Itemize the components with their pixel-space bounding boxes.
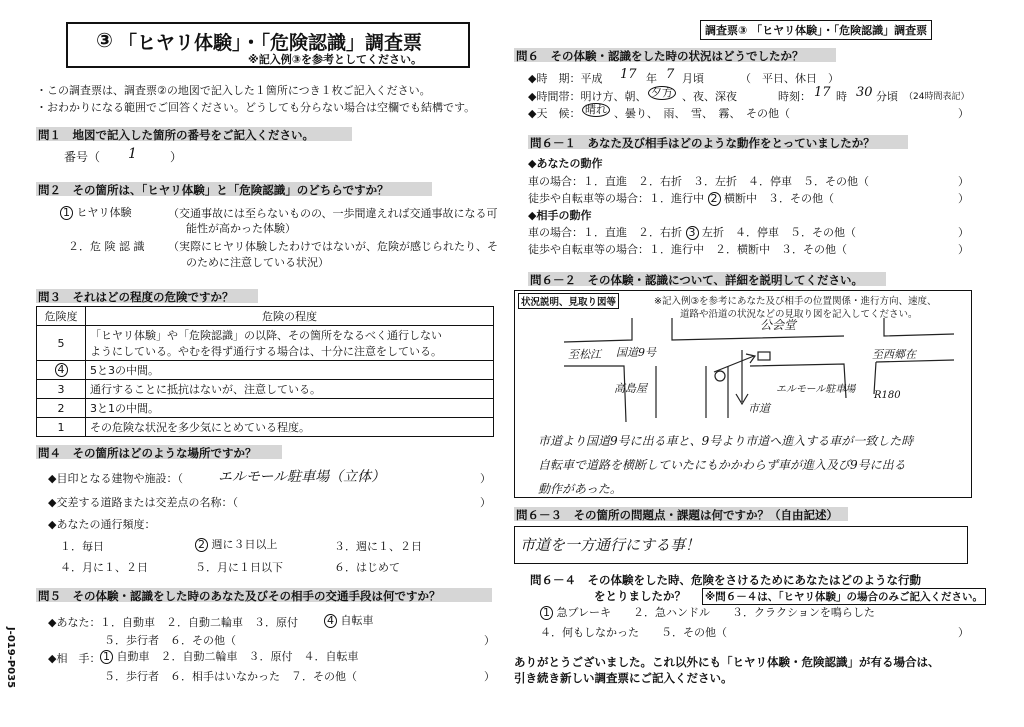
sketch-desc-1: 市道より国道9号に出る車と、9号より市道へ進入する車が一致した時 — [538, 434, 914, 448]
degree-cell: 5と3の中間。 — [86, 361, 494, 380]
q6-4-title-a: 問６－４ その体験をした時、危険をさけるためにあなたはどのような行動 — [530, 573, 921, 587]
q4-road-close: ） — [480, 496, 491, 509]
q6-minute-unit: 分頃 — [876, 90, 898, 103]
q2-opt1-label: ヒヤリ体験 — [76, 206, 132, 219]
level-cell — [37, 361, 86, 380]
map-label-city-road: 市道 — [748, 402, 770, 415]
q6-1-you-ped-a: 徒歩や自転車等の場合：１．進行中 — [528, 192, 704, 205]
q6-3-title: 問６－３ その箇所の問題点・課題は何ですか？（自由記述） — [516, 508, 838, 522]
q1-title: 問１ 地図で記入した箇所の番号をご記入ください。 — [38, 128, 314, 142]
q2-opt1-desc-a: （交通事故には至らないものの、一歩間違えれば交通事故になる可 — [168, 207, 498, 220]
q6-1-you-ped-close: ） — [958, 192, 969, 205]
q1-value: 1 — [128, 146, 137, 162]
q6-1-other-car-close: ） — [958, 226, 969, 239]
q4-road-label: ◆交差する道路または交差点の名称：（ — [48, 496, 238, 509]
q5-you-circle: 4 — [324, 614, 337, 628]
q5-you-label: ◆あなた： — [48, 616, 101, 629]
period-evening-circle: 夕方 — [648, 86, 676, 100]
q6-1-other-head: ◆相手の動作 — [528, 209, 592, 222]
q2-opt2-desc-a: （実際にヒヤリ体験したわけではないが、危険が感じられたり、そ — [168, 240, 498, 253]
table-row — [37, 380, 494, 399]
intro-line-1: ・この調査票は、調査票②の地図で記入した１箇所につき１枚ご記入ください。 — [36, 84, 431, 97]
q6-4-line1 — [540, 604, 875, 620]
footer-line-2: 引き続き新しい調査票にご記入ください。 — [514, 671, 733, 685]
freq-option-2 — [195, 536, 278, 552]
table-head-degree: 危険の程度 — [86, 307, 494, 326]
q6-period-label: ◆時間帯：明け方、朝、 — [528, 90, 647, 103]
q6-1-you-ped-circle: 2 — [708, 192, 721, 206]
q5-you-circle-label: 自転車 — [340, 614, 374, 627]
q1-label: 番号（ — [64, 150, 101, 164]
level-4-circled: 4 — [55, 363, 68, 377]
q6-weather-close: ） — [958, 107, 969, 120]
q5-other-line1 — [100, 648, 359, 664]
map-label-public-hall: 公会堂 — [760, 318, 797, 332]
q6-time-label: ◆時 期：平成 — [528, 72, 603, 85]
q2-title: 問２ その箇所は、「ヒヤリ体験」と「危険認識」のどちらですか？ — [38, 183, 389, 197]
table-row — [37, 399, 494, 418]
q5-you-line2: ５．歩行者 ６．その他（ — [104, 634, 236, 647]
q6-hour-unit: 時 — [836, 90, 847, 103]
q6-title: 問６ その体験・認識をした時の状況はどうでしたか？ — [516, 49, 804, 63]
q6-1-you-car-close: ） — [958, 175, 969, 188]
table-row — [37, 418, 494, 437]
sketch-box-label: 状況説明、見取り図等 — [518, 293, 619, 309]
q6-clock-note: （24時間表記） — [904, 92, 970, 102]
q6-month-suffix: 月頃 — [682, 72, 704, 85]
q6-weekday: （ 平日、休日 ） — [740, 72, 839, 85]
sketch-hint-b: 道路や沿道の状況などの見取り図を記入してください。 — [680, 309, 918, 320]
level-cell: 3 — [37, 380, 86, 399]
map-label-saigo: 至西郷在 — [872, 348, 916, 361]
freq-option-6: ６．はじめて — [334, 561, 400, 574]
degree-text-b: ようにしている。やむを得ず通行する場合は、十分に注意をしている。 — [90, 345, 442, 358]
q6-1-you-car: 車の場合：１．直進 ２．右折 ３．左折 ４．停車 ５．その他（ — [528, 175, 869, 188]
map-road-line — [672, 318, 844, 340]
map-arrow — [736, 350, 748, 404]
q5-other-line2: ５．歩行者 ６．相手はいなかった ７．その他（ — [104, 670, 357, 683]
map-label-r180: R180 — [874, 390, 901, 401]
q6-1-you-ped-b: 横断中 ３．その他（ — [724, 192, 834, 205]
q5-title: 問５ その体験・認識をした時のあなた及びその相手の交通手段は何ですか？ — [38, 589, 441, 603]
level-cell: 1 — [37, 418, 86, 437]
page-title: 「ヒヤリ体験」・「危険認識」調査票 — [118, 32, 423, 54]
map-label-matsue: 至松江 — [568, 348, 601, 361]
freq-option-5: ５．月に１日以下 — [195, 561, 283, 574]
q6-4-line1-text: 急ブレーキ ２．急ハンドル ３．クラクションを鳴らした — [556, 606, 875, 619]
q2-option-1 — [60, 204, 132, 220]
freq-2-circle: 2 — [195, 538, 208, 552]
map-bicycle-marker — [715, 371, 725, 381]
weather-sunny-circle: 晴れ — [582, 103, 610, 117]
q6-1-title: 問６－１ あなた及び相手はどのような動作をとっていましたか？ — [530, 136, 875, 150]
map-label-takashimaya: 高島屋 — [614, 382, 647, 395]
title-number: ③ — [96, 28, 113, 52]
q2-opt1-desc-b: 能性が高かった体験） — [186, 222, 296, 235]
q6-2-title: 問６－２ その体験・認識について、詳細を説明してください。 — [530, 273, 864, 287]
side-code: J-019-P035 — [5, 626, 17, 689]
freq-2-label: 週に３日以上 — [211, 538, 278, 551]
freq-option-4: ４．月に１、２日 — [60, 561, 148, 574]
q6-1-other-ped: 徒歩や自転車等の場合：１．進行中 ２．横断中 ３．その他（ — [528, 243, 847, 256]
table-head-level: 危険度 — [37, 307, 86, 326]
q5-you-close: ） — [484, 634, 495, 647]
q6-year-suffix: 年 — [646, 72, 657, 85]
level-cell: 2 — [37, 399, 86, 418]
q6-hour: 17 — [814, 85, 831, 100]
table-row — [37, 326, 494, 361]
q6-1-other-ped-close: ） — [958, 243, 969, 256]
degree-text-a: 「ヒヤリ体験」や「危険認識」の以降、その箇所をなるべく通行しない — [90, 329, 442, 342]
q6-4-circle: 1 — [540, 606, 553, 620]
q4-landmark-value: エルモール駐車場（立体） — [218, 469, 386, 485]
degree-cell: 通行することに抵抗はないが、注意している。 — [86, 380, 494, 399]
q6-minute: 30 — [856, 85, 873, 100]
degree-cell: 3と1の中間。 — [86, 399, 494, 418]
table-header-row — [37, 307, 494, 326]
intro-line-2: ・おわかりになる範囲でご回答ください。どうしても分らない場合は空欄でも結構です。 — [36, 101, 476, 114]
map-label-elmall: エルモール駐車場 — [776, 384, 856, 395]
q6-1-other-car-circle: 3 — [686, 226, 699, 240]
title-note: ※記入例③を参考としてください。 — [248, 53, 423, 66]
q2-opt2-label: ２．危 険 認 識 — [68, 240, 145, 253]
q6-weather-rest: 、曇り、 雨、 雪、 霧、 その他（ — [614, 107, 790, 120]
sketch-desc-3: 動作があった。 — [538, 482, 622, 496]
q6-weather-circled — [582, 103, 610, 117]
table-row — [37, 361, 494, 380]
q4-title: 問４ その箇所はどのような場所ですか？ — [38, 446, 257, 460]
q1-close: ） — [170, 150, 183, 164]
footer-line-1: ありがとうございました。これ以外にも「ヒヤリ体験・危険認識」が有る場合は、 — [514, 655, 940, 669]
freq-option-3: ３．週に１、２日 — [334, 540, 422, 553]
q2-opt2-desc-b: のために注意している状況） — [186, 256, 329, 269]
map-label-route9: 国道9号 — [616, 346, 656, 359]
q5-other-label: ◆相 手： — [48, 652, 101, 665]
q3-title: 問３ それはどの程度の危険ですか？ — [38, 290, 234, 304]
q6-month: 7 — [666, 67, 675, 82]
freq-option-1: １．毎日 — [60, 540, 104, 553]
q6-clock-label: 時刻： — [778, 90, 811, 103]
q6-1-you-ped — [528, 190, 834, 206]
q6-3-answer: 市道を一方通行にする事！ — [520, 536, 701, 554]
q2-opt1-circle: 1 — [60, 206, 73, 220]
q4-landmark-close: ） — [480, 472, 491, 485]
map-arrow — [714, 354, 755, 372]
q6-1-other-car — [528, 224, 856, 240]
q6-period-rest: 、夜、深夜 — [682, 90, 737, 103]
q6-period-circled — [648, 86, 676, 100]
q6-4-title-b: をとりましたか？ — [594, 589, 686, 603]
degree-cell: その危険な状況を多少気にとめている程度。 — [86, 418, 494, 437]
map-road-line — [564, 318, 632, 342]
q4-freq-label: ◆あなたの通行頻度： — [48, 518, 156, 531]
q6-4-title-note: ※問６－４は、「ヒヤリ体験」の場合のみご記入ください。 — [702, 588, 986, 605]
q6-4-line2: ４．何もしなかった ５．その他（ — [540, 626, 727, 639]
q6-1-you-head: ◆あなたの動作 — [528, 157, 603, 170]
q6-year: 17 — [620, 67, 637, 82]
sketch-hint-a: ※記入例③を参考にあなた及び相手の位置関係・進行方向、速度、 — [654, 296, 937, 307]
q4-landmark-label: ◆目印となる建物や施設：（ — [48, 472, 183, 485]
degree-cell — [86, 326, 494, 361]
map-road-line — [884, 318, 954, 336]
q6-weather-label: ◆天 候： — [528, 107, 581, 120]
q6-1-other-car-b: 左折 ４．停車 ５．その他（ — [702, 226, 856, 239]
level-cell: 5 — [37, 326, 86, 361]
q5-other-close: ） — [484, 670, 495, 683]
q5-you-line1: １．自動車 ２．自動二輪車 ３．原付 — [100, 616, 298, 629]
q5-other-circle: 1 — [100, 650, 113, 664]
sketch-desc-2: 自転車で道路を横断していたにもかかわらず車が進入及び9号に出る — [538, 458, 906, 472]
map-car-marker — [758, 352, 770, 360]
q6-4-close: ） — [958, 626, 969, 639]
form-id-label: 調査票③ 「ヒヤリ体験」・「危険認識」調査票 — [700, 20, 932, 40]
q5-you-bicycle — [324, 612, 374, 628]
danger-table — [36, 306, 494, 437]
q5-other-circle-label: 自動車 ２．自動二輪車 ３．原付 ４．自転車 — [116, 650, 359, 663]
q6-1-other-car-a: 車の場合：１．直進 ２．右折 — [528, 226, 682, 239]
